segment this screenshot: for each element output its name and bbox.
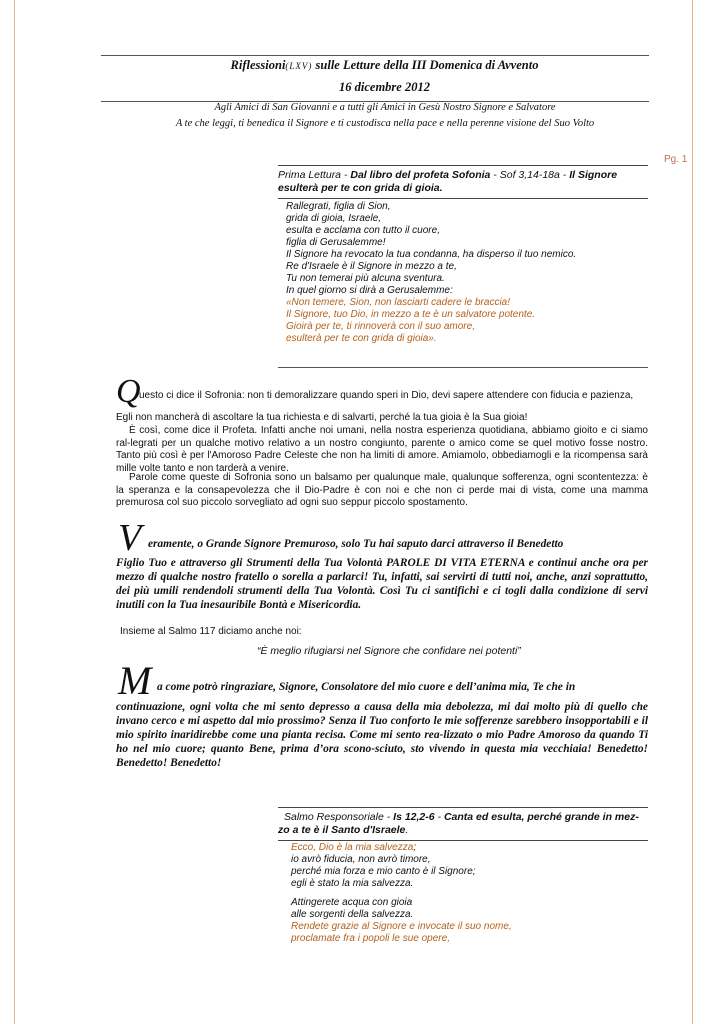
verse-line: Re d'Israele è il Signore in mezzo a te, bbox=[286, 261, 457, 272]
first-reading-verses bbox=[286, 201, 576, 345]
verse-line: grida di gioia, Israele, bbox=[286, 213, 382, 224]
verse-line: perché mia forza e mio canto è il Signore; bbox=[291, 866, 476, 877]
verse-line: Il Signore ha revocato la tua condanna, ha disperso il tuo nemico. bbox=[286, 249, 577, 260]
first-reading-bottom-rule bbox=[278, 367, 648, 368]
page-border-left bbox=[14, 0, 15, 1024]
prayer2-first-line: a come potrò ringraziare, Signore, Consolatore del mio cuore e dell’anima mia, Te che in bbox=[157, 681, 576, 693]
psalm-intro: Insieme al Salmo 117 diciamo anche noi: bbox=[120, 626, 302, 637]
title-number: (LXV) bbox=[285, 61, 313, 71]
psalm-title-continued: zo a te è il Santo d'Israele bbox=[278, 824, 406, 836]
verse-line-highlight: Rendete grazie al Signore e invocate il suo nome, bbox=[291, 921, 512, 932]
prayer1-first-line: eramente, o Grande Signore Premuroso, solo Tu hai saputo darci attraverso il Benedetto bbox=[148, 538, 564, 550]
responsorial-verses bbox=[291, 842, 512, 945]
page-border-right bbox=[692, 0, 693, 1024]
verse-line: Rallegrati, figlia di Sion, bbox=[286, 201, 391, 212]
first-reading-header bbox=[278, 165, 648, 199]
verse-line: io avrò fiducia, non avrò timore, bbox=[291, 854, 431, 865]
dedication-line-1: Agli Amici di San Giovanni e a tutti gli Amici in Gesù Nostro Signore e Salvatore bbox=[214, 102, 556, 113]
separator: - bbox=[383, 811, 394, 823]
psalm-label: Salmo Responsoriale bbox=[284, 811, 384, 823]
page-number: Pg. 1 bbox=[664, 154, 688, 165]
verse-line-highlight: proclamate fra i popoli le sue opere, bbox=[291, 933, 450, 944]
page-date: 16 dicembre 2012 bbox=[339, 80, 430, 94]
responsorial-psalm-box bbox=[278, 807, 648, 841]
reflection-p3: Parole come queste di Sofronia sono un balsamo per qualunque male, qualunque sofferenza, ogni scontentezza: è la speranza e la consapevolezza che il Dio-Padre è con noi e che non ci perde mai di vista, come una mamma premurosa col suo piccolo sorvegliato ad ogni suo seppur piccolo spostamento. bbox=[116, 472, 648, 508]
psalm-title: Canta ed esulta, perché grande in mez- bbox=[443, 811, 639, 823]
verse-punctuation: ; bbox=[413, 842, 417, 853]
title-rest: sulle Letture della III Domenica di Avvento bbox=[312, 58, 539, 72]
separator: - bbox=[559, 169, 570, 181]
psalm-quote: “È meglio rifugiarsi nel Signore che confidare nei potenti” bbox=[257, 645, 521, 657]
verse-line: esulta e acclama con tutto il cuore, bbox=[286, 225, 440, 236]
dedication-line-2: A te che leggi, ti benedica il Signore e ti custodisca nella pace e nella perenne visione del Suo Volto bbox=[175, 118, 595, 129]
separator: - bbox=[434, 811, 444, 823]
verse-line-highlight: Il Signore, tuo Dio, in mezzo a te è un salvatore potente. bbox=[286, 309, 536, 320]
verse-line: Attingerete acqua con gioia bbox=[291, 897, 413, 908]
reflection-p1: Egli non mancherà di ascoltare la tua richiesta e di salvarti, perché la tua gioia è la Sua gioia! bbox=[116, 412, 528, 423]
reading-label: Prima Lettura bbox=[278, 169, 342, 181]
header-top-rule bbox=[101, 55, 649, 56]
separator: - bbox=[341, 169, 351, 181]
page-title bbox=[0, 58, 725, 73]
dropcap-q: Q bbox=[116, 373, 141, 410]
prayer2-body: continuazione, ogni volta che mi sento depresso a causa della mia debolezza, mi dai molto più di quello che invano cerco e mi aspetto dal mio prossimo? Senza il Tuo conforto le mie sofferenze sarebbero insopportabili e il mio spirito inaridirebbe come una pianta recisa. Come mi sento rea-lizzato o mio Padre Amoroso da quando Ti ho nel mio cuore; quanto Bene, prima d’ora scono-sciuto, sto vivendo in questa mia vecchiaia! Benedetto! Benedetto! Benedetto! bbox=[116, 701, 648, 769]
reading-reference: Sof 3,14-18a bbox=[499, 169, 560, 181]
reading-title: Il Signore bbox=[569, 169, 618, 181]
verse-line: In quel giorno si dirà a Gerusalemme: bbox=[286, 285, 453, 296]
first-reading-box bbox=[278, 165, 648, 199]
dropcap-m: M bbox=[118, 658, 152, 703]
prayer1-body: Figlio Tuo e attraverso gli Strumenti della Tua Volontà PAROLE DI VITA ETERNA e continui anche ora per mezzo di qualche nostro fratello o sorella a parlarci! Tu, infatti, sai servirti di tutti noi, anche, anzi soprattutto, dei più umili rendendoli strumenti della Tua Volontà. Così Tu ci santifichi e ci togli dalla condizione di servi inutili con la Tua inesauribile Bontà e Misericordia. bbox=[116, 557, 648, 611]
reflection-p1-first-line: uesto ci dice il Sofronia: non ti demoralizzare quando speri in Dio, devi sapere attendere con fiducia e pazienza, bbox=[139, 390, 634, 401]
verse-line: figlia di Gerusalemme! bbox=[286, 237, 386, 248]
reading-source: Dal libro del profeta Sofonia bbox=[350, 169, 491, 181]
verse-line-highlight: Gioirà per te, ti rinnoverà con il suo amore, bbox=[286, 321, 475, 332]
psalm-reference: Is 12,2-6 bbox=[393, 811, 435, 823]
verse-line-highlight: esulterà per te con grida di gioia». bbox=[286, 333, 437, 344]
separator: - bbox=[490, 169, 500, 181]
verse-line-highlight: Ecco, Dio è la mia salvezza bbox=[291, 842, 414, 853]
responsorial-header bbox=[278, 807, 648, 841]
dropcap-v: V bbox=[118, 517, 142, 559]
title-main: Riflessioni bbox=[230, 58, 286, 72]
verse-line: Tu non temerai più alcuna sventura. bbox=[286, 273, 445, 284]
verse-line: egli è stato la mia salvezza. bbox=[291, 878, 414, 889]
reading-title-continued: esulterà per te con grida di gioia. bbox=[278, 182, 443, 194]
reflection-p2: È così, come dice il Profeta. Infatti anche noi umani, nella nostra esperienza quotidiana, abbiamo gioito e ci siamo ral-legrati per un qualche motivo relativo a un nostro congiunto, parente o amico come se quel motivo fosse nostro. Tanto più così è per l'Amoroso Padre Celeste che non ha limiti di amore. Amiamolo, obbediamogli e la ricompensa sarà mille volte tanto e non tarderà a venire. bbox=[116, 425, 648, 474]
psalm-title-period: . bbox=[405, 824, 409, 836]
verse-line-highlight: «Non temere, Sion, non lasciarti cadere le braccia! bbox=[286, 297, 511, 308]
verse-line: alle sorgenti della salvezza. bbox=[291, 909, 414, 920]
